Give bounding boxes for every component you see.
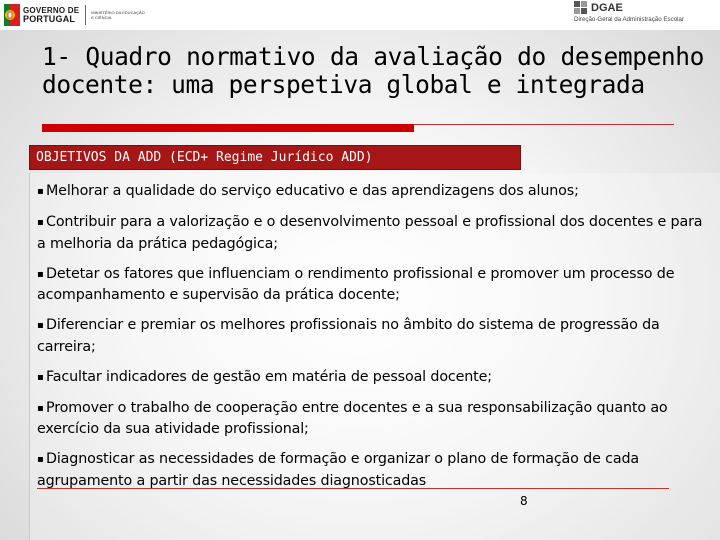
list-item bbox=[37, 398, 709, 440]
dgae-abbreviation: DGAE bbox=[591, 1, 623, 14]
square-bullet-icon: ▪ bbox=[37, 454, 44, 465]
ministry-line1: MINISTÉRIO DA EDUCAÇÃO bbox=[91, 10, 145, 15]
list-item-text: Detetar os fatores que influenciam o rendimento profissional e promover um processo de acompanhamento e supervisão da prática docente; bbox=[37, 265, 675, 303]
logo-divider bbox=[85, 5, 86, 25]
objectives-label: OBJETIVOS DA ADD (ECD+ Regime Jurídico ADD) bbox=[36, 150, 373, 165]
list-item-text: Melhorar a qualidade do serviço educativo e das aprendizagens dos alunos; bbox=[46, 183, 579, 199]
portugal-crest-icon bbox=[4, 4, 20, 26]
square-bullet-icon: ▪ bbox=[37, 402, 44, 414]
header-bar bbox=[0, 0, 720, 30]
square-bullet-icon: ▪ bbox=[37, 320, 44, 331]
ministry-line2: E CIÊNCIA bbox=[91, 15, 112, 20]
title-underline-rule bbox=[414, 124, 674, 125]
list-item bbox=[37, 181, 709, 203]
list-item-text: Contribuir para a valorização e o desenvolvimento pessoal e profissional dos docentes e para a melhoria da prática pedagógica; bbox=[37, 214, 703, 252]
governo-portugal-logo bbox=[4, 2, 151, 28]
dgae-full-name: Direção-Geral da Administração Escolar bbox=[574, 16, 685, 23]
list-item-text: Diferenciar e premiar os melhores profissionais no âmbito do sistema de progressão da carreira; bbox=[37, 317, 660, 355]
square-bullet-icon: ▪ bbox=[37, 217, 44, 228]
slide-title: 1- Quadro normativo da avaliação do desempenho docente: uma perspetiva global e integrada bbox=[42, 43, 704, 99]
list-item bbox=[37, 212, 709, 254]
list-item bbox=[37, 315, 709, 357]
dgae-mark-icon bbox=[574, 1, 587, 14]
bottom-rule bbox=[37, 488, 669, 489]
list-item-text: Diagnosticar as necessidades de formação e organizar o plano de formação de cada agrupamento a partir das necessidades diagnosticadas bbox=[37, 451, 639, 489]
title-underline-accent bbox=[42, 124, 414, 132]
square-bullet-icon: ▪ bbox=[37, 186, 44, 197]
list-item bbox=[37, 367, 709, 389]
list-item bbox=[37, 449, 709, 491]
list-item bbox=[37, 264, 709, 306]
objectives-list bbox=[37, 181, 709, 501]
ministry-name bbox=[91, 10, 151, 20]
dgae-logo bbox=[574, 1, 716, 23]
governo-portugal-wordmark bbox=[23, 6, 79, 24]
list-item-text: Facultar indicadores de gestão em matéria de pessoal docente; bbox=[46, 368, 492, 385]
logo-line2: PORTUGAL bbox=[23, 14, 76, 24]
list-item-text: Promover o trabalho de cooperação entre docentes e a sua responsabilização quanto ao exercício da sua atividade profissional; bbox=[37, 399, 668, 437]
square-bullet-icon: ▪ bbox=[37, 268, 44, 280]
objectives-banner bbox=[29, 145, 521, 170]
page-number: 8 bbox=[520, 494, 528, 508]
logo-line1: GOVERNO DE bbox=[23, 6, 80, 15]
square-bullet-icon: ▪ bbox=[37, 371, 44, 383]
